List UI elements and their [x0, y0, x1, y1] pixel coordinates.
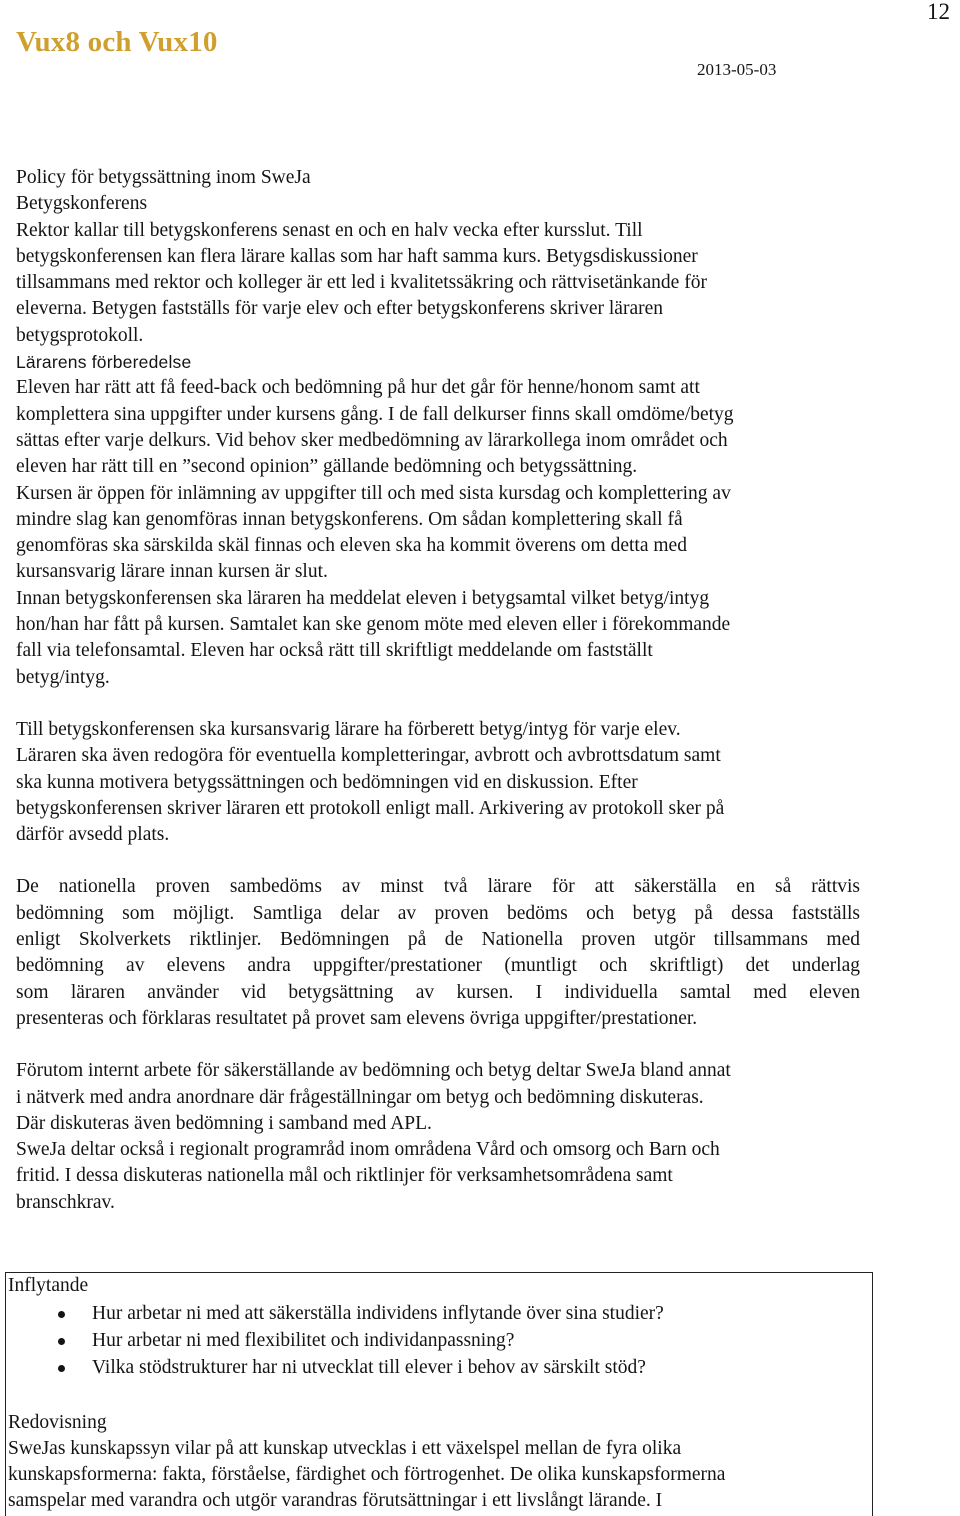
paragraph-line: kursansvarig lärare innan kursen är slut.	[16, 561, 328, 583]
paragraph-line: mindre slag kan genomföras innan betygskonferens. Om sådan komplettering skall få	[16, 508, 683, 530]
paragraph-line: betyg/intyg.	[16, 666, 110, 688]
paragraph-line: bedömning av elevens andra uppgifter/prestationer (muntligt och skriftligt) det underlag	[16, 955, 860, 977]
paragraph-line: sättas efter varje delkurs. Vid behov sker medbedömning av lärarkollega inom området och	[16, 429, 728, 451]
paragraph-line: SweJas kunskapssyn vilar på att kunskap utvecklas i ett växelspel mellan de fyra olika	[8, 1438, 682, 1459]
box-heading-inflytande: Inflytande	[8, 1275, 89, 1296]
bullet-text: Vilka stödstrukturer har ni utvecklat till elever i behov av särskilt stöd?	[92, 1357, 646, 1378]
paragraph-line: kunskapsformerna: fakta, förståelse, färdighet och förtrogenhet. De olika kunskapsformerna	[8, 1464, 726, 1485]
bullet-text: Hur arbetar ni med att säkerställa individens inflytande över sina studier?	[92, 1303, 664, 1324]
paragraph-line: Där diskuteras även bedömning i samband med APL.	[16, 1112, 432, 1134]
paragraph-line: genomföras ska särskilda skäl finnas och eleven ska ha kommit överens om detta med	[16, 535, 687, 557]
paragraph-line: Rektor kallar till betygskonferens senast en och en halv vecka efter kursslut. Till	[16, 219, 643, 241]
paragraph-line: tillsammans med rektor och kolleger är ett led i kvalitetssäkring och rättvisetänkande för	[16, 272, 707, 294]
paragraph-line: fritid. I dessa diskuteras nationella mål och riktlinjer för verksamhetsområdena samt	[16, 1165, 673, 1187]
paragraph-line: i nätverk med andra anordnare där frågeställningar om betyg och bedömning diskuteras.	[16, 1086, 704, 1108]
bullet-text: Hur arbetar ni med flexibilitet och individanpassning?	[92, 1330, 515, 1351]
section-subtitle: Betygskonferens	[16, 193, 148, 215]
paragraph-line: ska kunna motivera betygssättningen och bedömningen vid en diskussion. Efter	[16, 771, 638, 793]
paragraph-line: hon/han har fått på kursen. Samtalet kan ske genom möte med eleven eller i förekommande	[16, 614, 731, 636]
paragraph-line: Eleven har rätt att få feed-back och bedömning på hur det går för henne/honom samt att	[16, 377, 700, 399]
paragraph-line: Förutom internt arbete för säkerställande av bedömning och betyg deltar SweJa bland annat	[16, 1060, 731, 1082]
paragraph-line: betygskonferensen skriver läraren ett protokoll enligt mall. Arkivering av protokoll sker på	[16, 797, 725, 819]
paragraph-line: Innan betygskonferensen ska läraren ha meddelat eleven i betygsamtal vilket betyg/intyg	[16, 587, 710, 609]
paragraph-line: Till betygskonferensen ska kursansvarig lärare ha förberett betyg/intyg för varje elev.	[16, 718, 681, 740]
box-heading-redovisning: Redovisning	[8, 1412, 107, 1433]
paragraph-line: SweJa deltar också i regionalt programråd inom områdena Vård och omsorg och Barn och	[16, 1139, 720, 1161]
section-title: Policy för betygssättning inom SweJa	[16, 167, 311, 188]
paragraph-line: komplettera sina uppgifter under kursens gång. I de fall delkurser finns skall omdöme/betyg	[16, 403, 734, 425]
bullet-icon	[58, 1365, 65, 1372]
document-body	[16, 165, 876, 1216]
paragraph-line: Läraren ska även redogöra för eventuella kompletteringar, avbrott och avbrottsdatum samt	[16, 745, 721, 767]
paragraph-line: enligt Skolverkets riktlinjer. Bedömningen på de Nationella proven utgör tillsammans med	[16, 929, 860, 951]
paragraph-line: presenteras och förklaras resultatet på provet sam elevens övriga uppgifter/prestationer.	[16, 1007, 698, 1029]
paragraph-line: De nationella proven sambedöms av minst två lärare för att säkerställa en så rättvis	[16, 876, 860, 898]
paragraph-line: samspelar med varandra och utgör varandras förutsättningar i ett livslångt lärande. I	[8, 1490, 663, 1511]
paragraph-line: eleven har rätt till en ”second opinion” gällande bedömning och betygssättning.	[16, 456, 638, 478]
paragraph-line: betygskonferensen kan flera lärare kallas som har haft samma kurs. Betygsdiskussioner	[16, 245, 698, 267]
paragraph-line: fall via telefonsamtal. Eleven har också rätt till skriftligt meddelande om fastställt	[16, 640, 653, 662]
paragraph-spacer	[16, 848, 876, 874]
document-header-title: Vux8 och Vux10	[16, 26, 218, 58]
paragraph-line: Kursen är öppen för inlämning av uppgifter till och med sista kursdag och komplettering av	[16, 482, 731, 504]
section-heading: Lärarens förberedelse	[16, 352, 192, 373]
page-number: 12	[927, 0, 950, 24]
bullet-icon	[58, 1338, 65, 1345]
paragraph-line: som läraren använder vid betygsättning av kursen. I individuella samtal med eleven	[16, 981, 860, 1003]
paragraph-line: branschkrav.	[16, 1191, 115, 1213]
paragraph-line: bedömning som möjligt. Samtliga delar av proven bedöms och betyg på dessa fastställs	[16, 902, 860, 924]
bullet-icon	[58, 1311, 65, 1318]
paragraph-spacer	[16, 691, 876, 717]
document-date: 2013-05-03	[697, 60, 777, 79]
paragraph-line: betygsprotokoll.	[16, 324, 144, 346]
paragraph-line: därför avsedd plats.	[16, 824, 170, 846]
bordered-info-box	[5, 1272, 873, 1516]
paragraph-line: eleverna. Betygen fastställs för varje elev och efter betygskonferens skriver läraren	[16, 298, 664, 320]
paragraph-spacer	[16, 1032, 876, 1058]
